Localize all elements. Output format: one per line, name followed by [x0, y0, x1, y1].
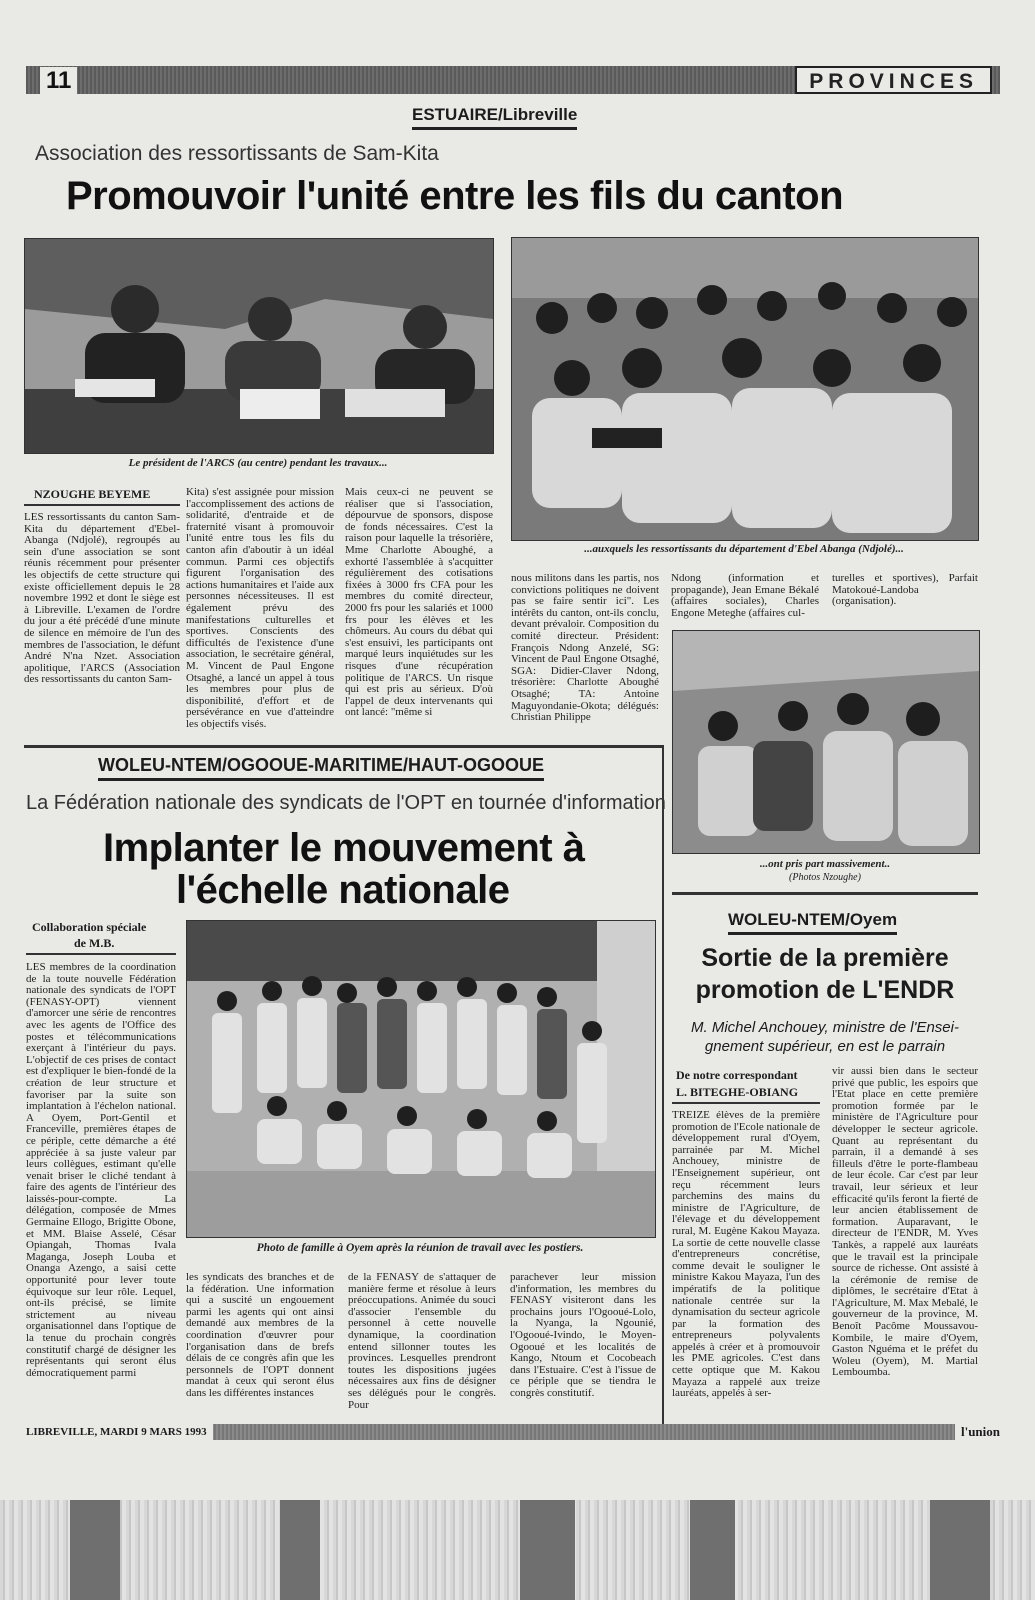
article3-top-rule	[672, 892, 978, 895]
article2-col3: de la FENASY de s'attaquer de manière ferme et résolue à leurs préoccupations. Animée du souci d'associer l'ensemble du personnel à cette nouvelle dynamique, la coordination entend sillonner toutes les provinces. Lesquelles prendront toutes les dispositions jugées nécessaires aux fins de désigner ses délégués pour le congrès. Pour	[348, 1272, 496, 1411]
section-title: PROVINCES	[795, 66, 992, 94]
article2-byline-2: de M.B.	[74, 936, 115, 950]
article3-deck-line2: gnement supérieur, en est le parrain	[704, 1038, 946, 1055]
byline-rule-2	[26, 953, 176, 955]
article2-col2: les syndicats des branches et de la fédération. Une information qui a suscité un engouement parmi les agents qui ont ainsi demandé aux membres de la coordination d'œuvrer pour l'organisation dans de brefs délais de ce congrès afin que les personnels de l'OPT donnent mandat à ceux qui seront élus dans les différentes instances	[186, 1272, 334, 1399]
article2-caption: Photo de famille à Oyem après la réunion de travail avec les postiers.	[256, 1242, 584, 1254]
article2-surtitle: La Fédération nationale des syndicats de l'OPT en tournée d'information	[26, 792, 666, 814]
photo-arcs-president	[24, 238, 494, 454]
article1-byline: NZOUGHE BEYEME	[34, 487, 151, 501]
article3-headline-line2: promotion de L'ENDR	[695, 976, 955, 1004]
page-number: 11	[40, 67, 77, 95]
scan-artifact-dark-band	[70, 1500, 120, 1600]
article1-caption-left: Le président de l'ARCS (au centre) pendant les travaux...	[128, 457, 388, 469]
article3-col1: TREIZE élèves de la première promotion de l'Ecole nationale de développement rural d'Oyem, parrainée par M. Michel Anchouey, ministre de l'Enseignement supérieur, ont reçu récemment leurs parchemins des mains du ministre de l'Agriculture, de l'élevage et du développement rural, M. Eugène Kakou Mayaza. La sortie de cette nouvelle classe d'entrepreneurs concrétise, comme devait le souligner le ministre Kakou Mayaza, l'un des impératifs de la politique nationale centrée sur la dynamisation du secteur agricole par la formation des entrepreneurs polyvalents appelés à créer et à promouvoir les PME agricoles. C'est dans cette optique que M. Kakou Mayaza a rappelé aux treize lauréats, appelés à ser-	[672, 1110, 820, 1400]
article1-col4: nous militons dans les partis, nos convictions politiques ne doivent pas se faire sentir ici". Les intérêts du canton, ont-ils conclu, devant prévaloir. Composition du comité directeur. Président: François Ndong Anzelé, SG: Vincent de Paul Engone Otsaghé, SGA: Didier-Claver Ndong, trésorière: Charlotte Aboughé Otsaghé; TA: Antoine Maguyondanie-Okota; délégués: Christian Philippe	[511, 573, 659, 724]
photo-family-oyem-image	[187, 921, 655, 1237]
article2-col1: LES membres de la coordination de la toute nouvelle Fédération nationale des syndicats de l'OPT (FENASY-OPT) viennent d'amorcer une série de rencontres avec les agents de l'Office des postes et télécommunications exerçant à l'intérieur du pays. L'objectif de ces prises de contact est d'expliquer le bien-fondé de la création de leur structure et favoriser par la suite son implantation à l'échelon national. A Oyem, Port-Gentil et Franceville, premières étapes de ce périple, cette démarche a été appréciée à sa juste valeur par leurs collègues, estimant qu'elle venait briser le cliché tendant à faire des agents de l'intérieur des laissés-pour-compte. La délégation, composée de Mmes Germaine Ellogo, Brigitte Obone, et MM. Blaise Asselé, César Opiangah, Thomas Ivala Maganga, Joseph Louba et Onanga Azengo, a saisi cette opportunité pour lever toute équivoque sur leur rôle. Lequel, ont-ils précisé, se limite strictement au niveau organisationnel dans l'optique de la tenue du prochain congrès constitutif chargé de désigner les représentants qui seront élus démocratiquement parmi	[26, 962, 176, 1379]
scan-artifact-dark-band	[280, 1500, 320, 1600]
article3-headline-line1: Sortie de la première	[701, 944, 949, 972]
column-divider	[662, 745, 664, 1440]
article1-caption-bottom: ...ont pris part massivement..	[759, 858, 891, 870]
photo-participants	[672, 630, 980, 854]
article2-byline-1: Collaboration spéciale	[32, 920, 147, 934]
footer-dateline: LIBREVILLE, MARDI 9 MARS 1993	[26, 1424, 213, 1440]
article3-deck-line1: M. Michel Anchouey, ministre de l'Ensei-	[691, 1019, 959, 1036]
article1-col2: Kita) s'est assignée pour mission l'accomplissement des actions de solidarité, d'entraide et de fraternité visant à promouvoir l'unité entre tous les fils du canton afin d'aboutir à un idéal commun. Parmi ces objectifs figurent l'organisation des actions humanitaires et l'aide aux personnes nécessiteuses. Il est également prévu des manifestations culturelles et sportives. Conscients des difficultés de l'existence d'une association, le secrétaire général, M. Vincent de Paul Engone Otsaghé, a lancé un appel à tous les membres pour plus de disponibilité, d'effort et de persévérance en vue d'atteindre les objectifs visés.	[186, 487, 334, 730]
article1-col5: Ndong (information et propagande), Jean Emane Békalé (affaires sociales), Charles Engone Meteghe (affaires cul-	[671, 573, 819, 619]
byline-rule	[24, 504, 180, 506]
article2-headline-line2: l'échelle nationale	[176, 868, 510, 912]
article1-kicker: ESTUAIRE/Libreville	[412, 105, 577, 130]
scan-artifact-dark-band	[520, 1500, 575, 1600]
article2-kicker: WOLEU-NTEM/OGOOUE-MARITIME/HAUT-OGOOUE	[98, 755, 544, 781]
photo-credit: (Photos Nzoughe)	[789, 872, 861, 883]
photo-family-oyem	[186, 920, 656, 1238]
article1-col1: LES ressortissants du canton Sam-Kita du département d'Ebel-Abanga (Ndjolé), regroupés au sein d'une association se sont réunis récemment pour présenter les objectifs de cette structure qui existe officiellement depuis le 28 novembre 1992 et dont le siège est à Libreville. L'examen de l'ordre du jour a été précédé d'une minute de silence en mémoire de l'un des membres de l'association, le défunt André N'na Nzet. Association apolitique, l'ARCS (Association des ressortissants du canton Sam-	[24, 512, 180, 686]
article-divider	[24, 745, 664, 748]
article3-byline-1: De notre correspondant	[676, 1068, 798, 1082]
byline-rule-3	[672, 1102, 820, 1104]
photo-audience	[511, 237, 979, 541]
photo-audience-image	[512, 238, 978, 540]
article3-byline-2: L. BITEGHE-OBIANG	[676, 1085, 799, 1099]
page-footer	[26, 1424, 1000, 1440]
article3-col2: vir aussi bien dans le secteur privé que public, les espoirs que l'Etat place en cette première promotion formée par le ministère de l'Agriculture pour développer le secteur agricole. Quant au représentant du parrain, il a demandé à ses filleuls d'être le porte-flambeau de leur école. Car c'est par leur travail, leur sérieux et leur efficacité qu'ils feront la fierté de leur ancien établissement de formation. Auparavant, le directeur de l'ENDR, M. Yves Tankès, a rappelé aux lauréats que le travail est la principale source de richesse. Ont assisté à la cérémonie de remise de diplômes, le secrétaire d'Etat à l'Agriculture, M. Max Mebalé, le gouverneur de la province, M. Benoît Pacôme Moussavou-Kombile, le maire d'Oyem, Gaston Nguéma et le préfet du Woleu (Oyem), M. Martial Lemboumba.	[832, 1066, 978, 1379]
article1-caption-right: ...auxquels les ressortissants du département d'Ebel Abanga (Ndjolé)...	[584, 543, 904, 555]
article2-col4: parachever leur mission d'information, les membres du FENASY visiteront dans les prochains jours l'Ogooué-Lolo, la Nyanga, la Ngounié, l'Ogooué-Ivindo, le Moyen-Ogooué et les localités de Kango, Ntoum et Cocobeach dans l'Estuaire. C'est à l'issue de ce périple que se tiendra le congrès constitutif.	[510, 1272, 656, 1399]
article1-surtitle: Association des ressortissants de Sam-Kita	[35, 142, 439, 165]
scan-artifact-dark-band	[690, 1500, 735, 1600]
section-banner	[26, 66, 1000, 94]
photo-arcs-president-image	[25, 239, 493, 453]
article1-col3: Mais ceux-ci ne peuvent se réaliser que si l'association, dépourvue de sponsors, dispose de fonds nécessaires. C'est la raison pour laquelle la trésorière, Mme Charlotte Aboughé, a exhorté l'assemblée à s'acquitter régulièrement des cotisations fixées à 3000 frs CFA pour les membres du comité directeur, 2000 frs pour les salariés et 1000 frs pour les élèves et les chômeurs. Au cours du débat qui s'est ensuivi, les participants ont marqué leurs inquiétudes sur les risques d'une récupération politique de l'ARCS. Un risque qui est pris au sérieux. D'où l'appel de deux intervenants qui ont lancé: "même si	[345, 487, 493, 719]
article1-headline: Promouvoir l'unité entre les fils du canton	[66, 174, 844, 218]
footer-brand: l'union	[955, 1424, 1000, 1440]
article3-kicker: WOLEU-NTEM/Oyem	[728, 910, 897, 935]
article1-col6: turelles et sportives), Parfait Matokoué-Landoba (organisation).	[832, 573, 978, 608]
scan-artifact-strip	[0, 1500, 1035, 1600]
photo-participants-image	[673, 631, 979, 853]
article2-headline-line1: Implanter le mouvement à	[103, 826, 585, 870]
scan-artifact-dark-band	[930, 1500, 990, 1600]
